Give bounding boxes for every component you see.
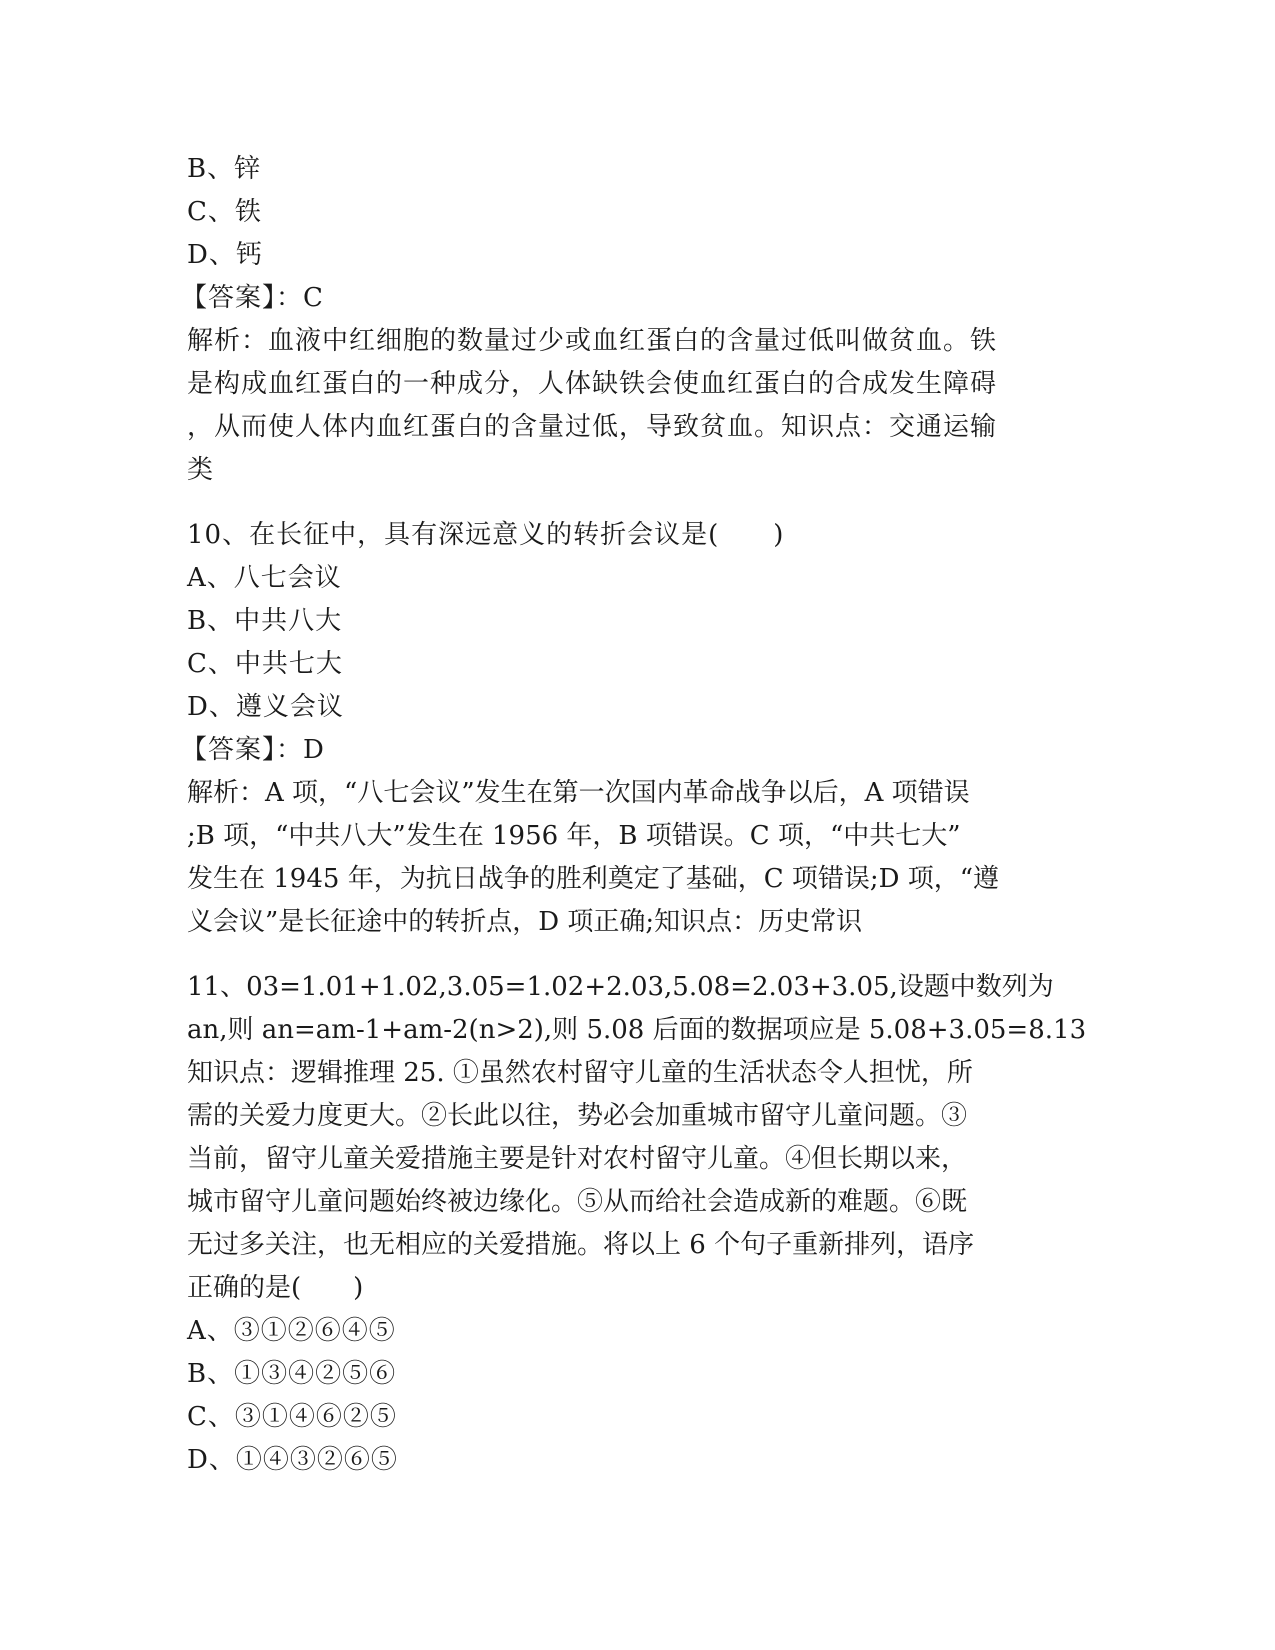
spacer xyxy=(187,492,1087,514)
q11-text-line: 知识点：逻辑推理 25. ①虽然农村留守儿童的生活状态令人担忧，所 xyxy=(187,1058,973,1088)
q11-text-line: 无过多关注，也无相应的关爱措施。将以上 6 个句子重新排列，语序 xyxy=(187,1230,975,1260)
q10-question: 10、在长征中，具有深远意义的转折会议是( ) xyxy=(187,520,785,550)
q10-analysis-line: 解析：A 项，“八七会议”发生在第一次国内革命战争以后，A 项错误 xyxy=(187,778,970,808)
q11-text-line: 当前，留守儿童关爱措施主要是针对农村留守儿童。④但长期以来， xyxy=(187,1144,968,1174)
q9-option-c: C、铁 xyxy=(187,197,262,227)
document-page xyxy=(181,148,1087,1482)
q9-answer: 【答案】：C xyxy=(181,283,324,313)
q10-option-d: D、遵义会议 xyxy=(187,692,344,722)
q10-analysis-line: 发生在 1945 年，为抗日战争的胜利奠定了基础，C 项错误;D 项，“遵 xyxy=(187,864,1000,894)
q9-option-d: D、钙 xyxy=(187,240,263,270)
q10-option-c: C、中共七大 xyxy=(187,649,343,679)
q11-text-line: an,则 an=am-1+am-2(n>2),则 5.08 后面的数据项应是 5.08+3.05=8.13 xyxy=(187,1015,1087,1045)
q10-analysis-line: 义会议”是长征途中的转折点，D 项正确;知识点：历史常识 xyxy=(187,907,863,937)
q9-analysis-line: 解析：血液中红细胞的数量过少或血红蛋白的含量过低叫做贫血。铁 xyxy=(187,326,998,356)
q11-text-line: 正确的是( ) xyxy=(187,1273,364,1303)
q9-analysis-line: ，从而使人体内血红蛋白的含量过低，导致贫血。知识点：交通运输 xyxy=(187,412,998,442)
q10-answer: 【答案】：D xyxy=(181,735,325,765)
q9-option-b: B、锌 xyxy=(187,154,262,184)
q11-text-line: 11、03=1.01+1.02,3.05=1.02+2.03,5.08=2.03+3.05,设题中数列为 xyxy=(187,972,1054,1002)
q11-option-d: D、①④③②⑥⑤ xyxy=(187,1445,398,1475)
spacer xyxy=(187,944,1087,966)
q11-option-c: C、③①④⑥②⑤ xyxy=(187,1402,397,1432)
q10-option-b: B、中共八大 xyxy=(187,606,343,636)
q9-analysis-line: 类 xyxy=(187,455,215,485)
q10-analysis-line: ;B 项，“中共八大”发生在 1956 年，B 项错误。C 项，“中共七大” xyxy=(187,821,961,851)
q11-text-line: 城市留守儿童问题始终被边缘化。⑤从而给社会造成新的难题。⑥既 xyxy=(187,1187,968,1217)
q9-analysis-line: 是构成血红蛋白的一种成分，人体缺铁会使血红蛋白的合成发生障碍 xyxy=(187,369,998,399)
q11-text-line: 需的关爱力度更大。②长此以往，势必会加重城市留守儿童问题。③ xyxy=(187,1101,968,1131)
q10-option-a: A、八七会议 xyxy=(187,563,342,593)
q11-option-a: A、③①②⑥④⑤ xyxy=(187,1316,396,1346)
q11-option-b: B、①③④②⑤⑥ xyxy=(187,1359,397,1389)
